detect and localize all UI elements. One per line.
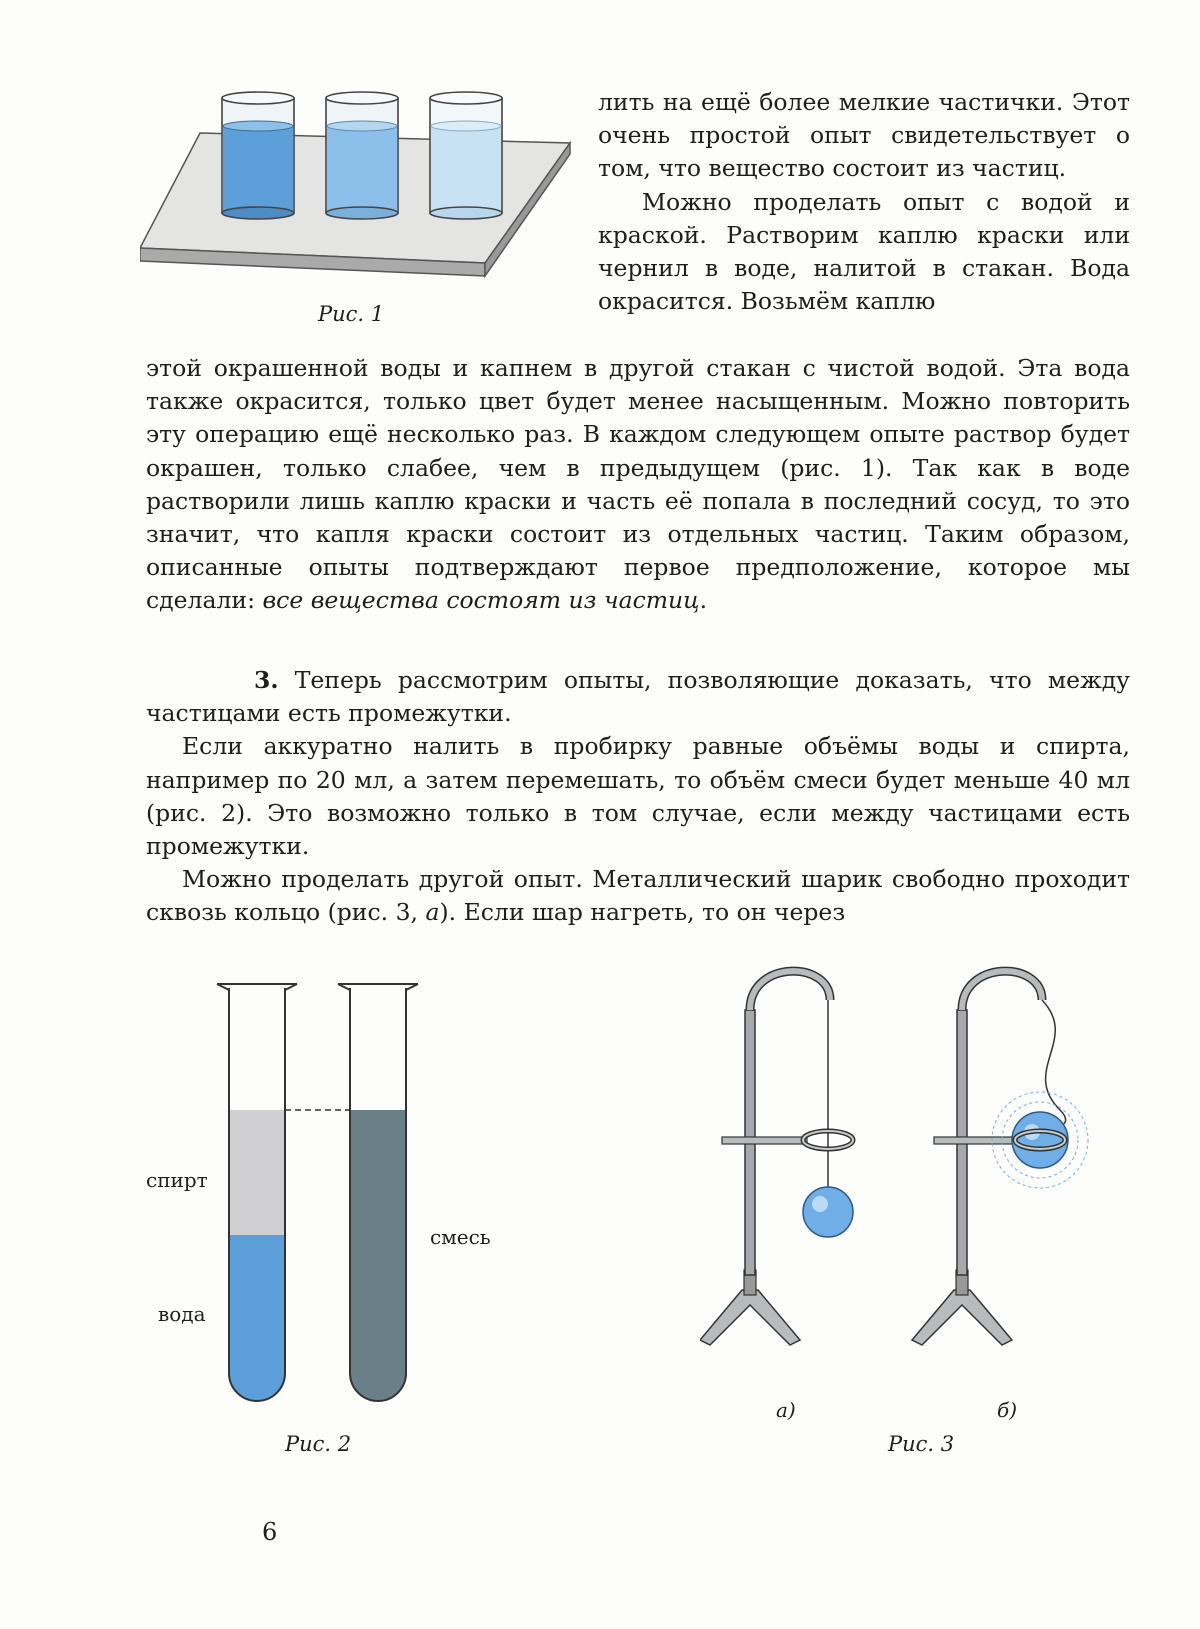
paragraph-dye-end: .	[699, 586, 708, 615]
test-tube-separate	[217, 984, 297, 1401]
stand-a	[700, 971, 853, 1345]
label-mixture: смесь	[430, 1225, 491, 1249]
figure-2-caption: Рис. 2	[285, 1432, 352, 1456]
label-a: а)	[776, 1398, 796, 1422]
test-tube-mixture	[338, 984, 418, 1401]
paragraph-dye-main: этой окрашенной воды и капнем в другой стакан с чистой водой. Эта вода также окрасится, только цвет будет менее насыщенным. Можно повторить эту операцию ещё несколько раз. В каждом следующем опыте раствор будет окрашен, только слабее, чем в предыдущем (рис. 1). Так как в воде растворили лишь каплю краски и часть её попала в последний сосуд, то это значит, что капля краски состоит из отдельных частиц. Таким образом, описанные опыты подтверждают первое предположение, которое мы сделали:	[146, 354, 1130, 615]
glass-1	[222, 92, 294, 219]
paragraph-ball-main: Можно проделать другой опыт. Металлический шарик свободно проходит сквозь кольцо (рис. 3,	[146, 865, 1130, 927]
label-alcohol: спирт	[146, 1168, 208, 1192]
paragraph-ball-ring	[146, 863, 1130, 929]
figure-3-caption: Рис. 3	[888, 1432, 955, 1456]
stand-b	[912, 971, 1088, 1345]
paragraph-dye-continued	[146, 352, 1130, 618]
figure-2-test-tubes	[145, 980, 525, 1410]
emphasis-conclusion: все вещества состоят из частиц	[262, 586, 700, 615]
figure-3-ball-ring	[700, 960, 1100, 1380]
glass-3	[430, 92, 502, 219]
section-3-text: Теперь рассмотрим опыты, позволяющие доказать, что между частицами есть промежутки.	[146, 666, 1130, 728]
figure-1-caption: Рис. 1	[318, 302, 385, 326]
text-block-2	[146, 664, 1130, 930]
paragraph-ball-end: ). Если шар нагреть, то он через	[439, 898, 846, 927]
section-number: 3.	[254, 666, 279, 694]
section-3-paragraph	[146, 664, 1130, 730]
label-water: вода	[158, 1302, 206, 1326]
label-b: б)	[997, 1398, 1018, 1422]
paragraph-alcohol-water: Если аккуратно налить в пробирку равные объёмы воды и спирта, например по 20 мл, а затем перемешать, то объём смеси будет меньше 40 мл (рис. 2). Это возможно только в том случае, если между частицами есть промежутки.	[146, 732, 1130, 861]
ball-ref-letter: а	[425, 898, 440, 927]
glass-2	[326, 92, 398, 219]
right-column-text	[598, 86, 1130, 318]
figure-1-glasses	[140, 88, 580, 288]
text-block-1	[146, 352, 1130, 618]
paragraph-continuation: лить на ещё более мелкие частички. Этот очень простой опыт свидетельствует о том, что вещество состоит из частиц.	[598, 88, 1130, 183]
paragraph-dye-experiment: Можно проделать опыт с водой и краской. Растворим каплю краски или чернил в воде, налитой в стакан. Вода окрасится. Возьмём каплю	[598, 187, 1130, 316]
page-number: 6	[262, 1518, 278, 1546]
